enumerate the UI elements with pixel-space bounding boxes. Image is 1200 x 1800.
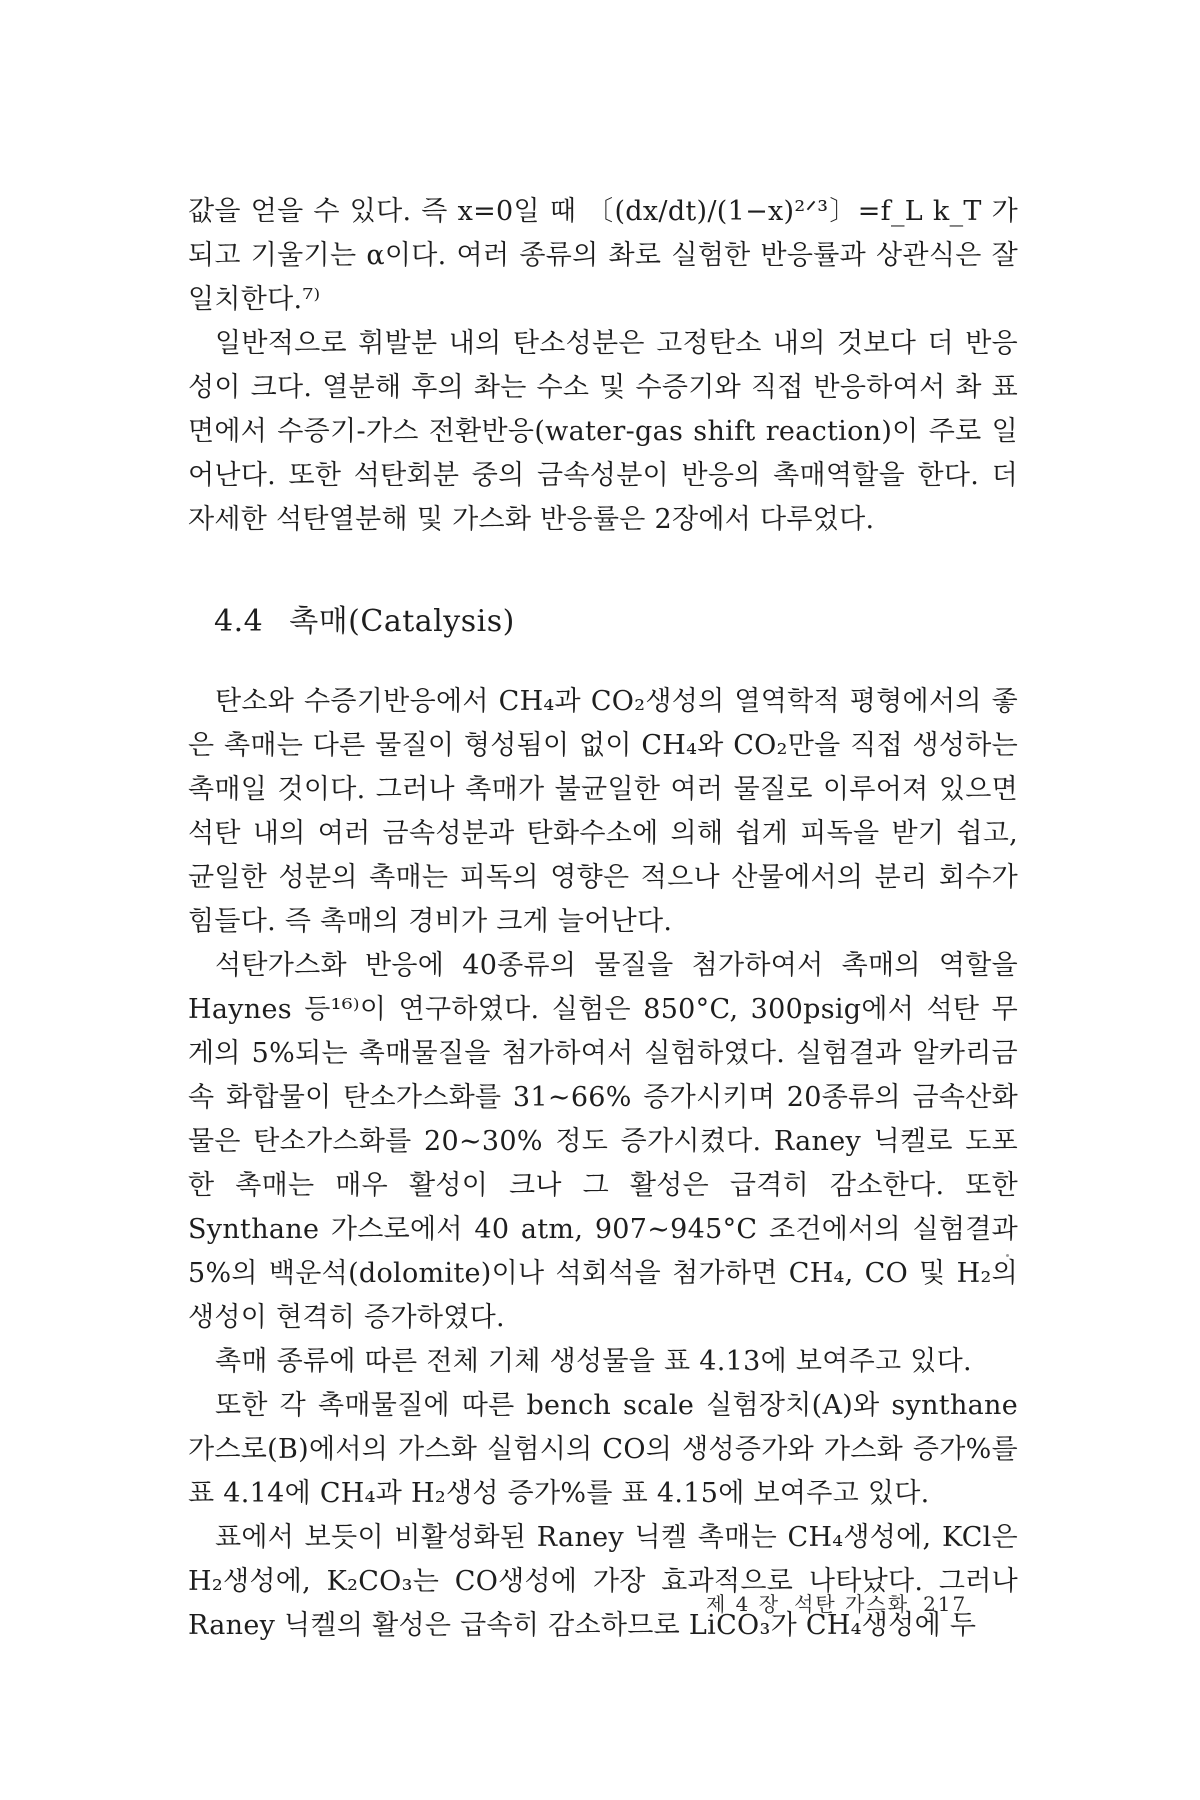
paragraph-table-4-14-4-15: 또한 각 촉매물질에 따른 bench scale 실험장치(A)와 synthane 가스로(B)에서의 가스화 실험시의 CO의 생성증가와 가스화 증가%를 표 4.14에 CH₄과 H₂생성 증가%를 표 4.15에 보여주고 있다. — [188, 1390, 1018, 1509]
top-paragraph: 값을 얻을 수 있다. 즉 x=0일 때 〔(dx/dt)/(1−x)²ᐟ³〕=f_L k_T 가 되고 기울기는 α이다. 여러 종류의 촤로 실험한 반응률과 상관식은 잘 일치한다.⁷⁾ — [188, 196, 1018, 315]
scan-speck — [1006, 1254, 1009, 1257]
volatile-paragraph: 일반적으로 휘발분 내의 탄소성분은 고정탄소 내의 것보다 더 반응성이 크다. 열분해 후의 촤는 수소 및 수증기와 직접 반응하여서 촤 표면에서 수증기-가스 전환반응(water-gas shift reaction)이 주로 일어난다. 또한 석탄회분 중의 금속성분이 반응의 촉매역할을 한다. 더 자세한 석탄열분해 및 가스화 반응률은 2장에서 다루었다. — [188, 328, 1018, 535]
page-number: 217 — [923, 1592, 968, 1616]
paragraph-table-4-13: 촉매 종류에 따른 전체 기체 생성물을 표 4.13에 보여주고 있다. — [215, 1346, 972, 1377]
footer-chapter: 제 4 장 — [706, 1592, 781, 1616]
page-footer — [706, 1588, 967, 1617]
paragraph-catalyst-effects: 표에서 보듯이 비활성화된 Raney 닉켈 촉매는 CH₄생성에, KCl은 H₂생성에, K₂CO₃는 CO생성에 가장 효과적으로 나타났다. 그러나 Raney 닉켈의 활성은 급속히 감소하므로 LiCO₃가 CH₄생성에 두 — [188, 1522, 1018, 1641]
section-number: 4.4 — [214, 604, 264, 639]
paragraph-catalyst-intro: 탄소와 수증기반응에서 CH₄과 CO₂생성의 열역학적 평형에서의 좋은 촉매는 다른 물질이 형성됨이 없이 CH₄와 CO₂만을 직접 생성하는 촉매일 것이다. 그러나 촉매가 불균일한 여러 물질로 이루어져 있으면 석탄 내의 여러 금속성분과 탄화수소에 의해 쉽게 피독을 받기 쉽고, 균일한 성분의 촉매는 피독의 영향은 적으나 산물에서의 분리 회수가 힘들다. 즉 촉매의 경비가 크게 늘어난다. — [188, 686, 1018, 937]
section-title: 촉매(Catalysis) — [289, 604, 515, 639]
section-heading — [214, 600, 515, 644]
body-text-block — [188, 680, 1018, 1648]
top-text-block — [188, 190, 1018, 542]
paragraph-haynes-study: 석탄가스화 반응에 40종류의 물질을 첨가하여서 촉매의 역할을 Haynes 등¹⁶⁾이 연구하였다. 실험은 850°C, 300psig에서 석탄 무게의 5%되는 촉매물질을 첨가하여서 실험하였다. 실험결과 알카리금속 화합물이 탄소가스화를 31∼66% 증가시키며 20종류의 금속산화물은 탄소가스화를 20∼30% 정도 증가시켰다. Raney 닉켈로 도포한 촉매는 매우 활성이 크나 그 활성은 급격히 감소한다. 또한 Synthane 가스로에서 40 atm, 907∼945°C 조건에서의 실험결과 5%의 백운석(dolomite)이나 석회석을 첨가하면 CH₄, CO 및 H₂의 생성이 현격히 증가하였다. — [188, 950, 1018, 1333]
footer-title: 석탄 가스화 — [794, 1592, 910, 1616]
